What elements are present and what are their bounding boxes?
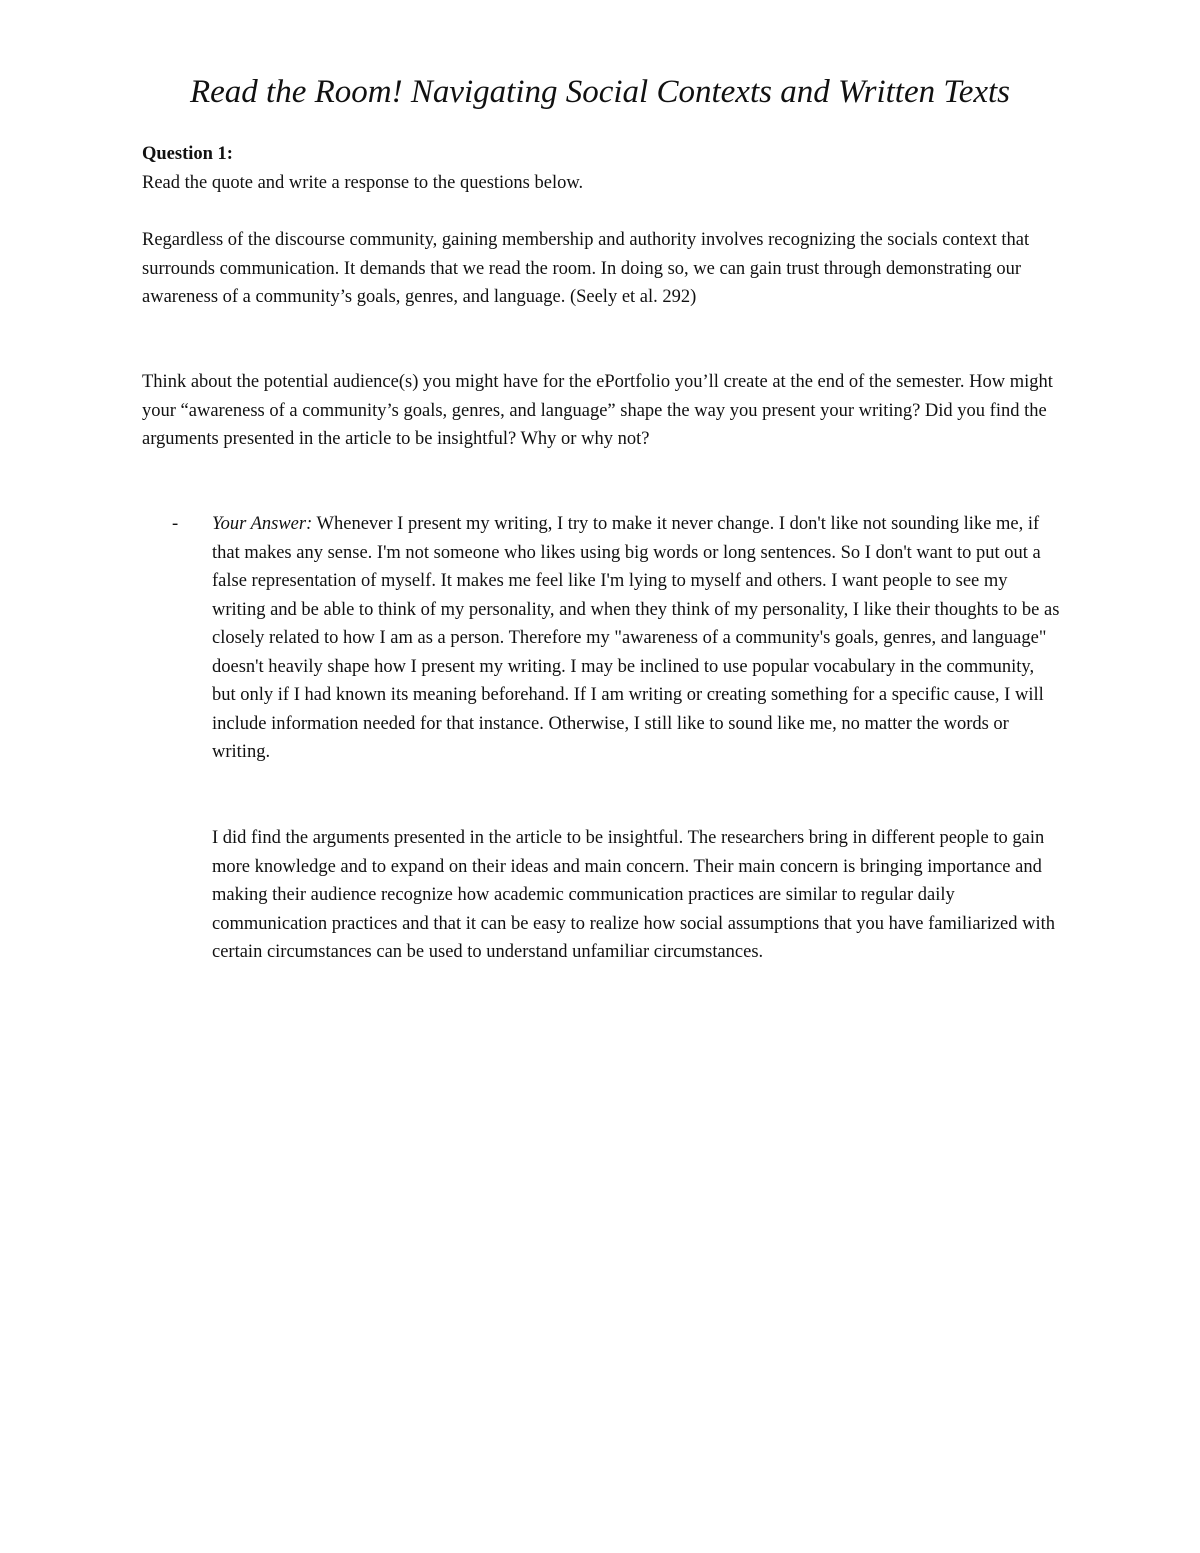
quote-paragraph: Regardless of the discourse community, gaining membership and authority involves recognizing the socials context that surrounds communication. It demands that we read the room. In doing so, we can gain trust through demonstrating our awareness of a community’s goals, genres, and language. (Seely et al. 292) xyxy=(142,230,1030,307)
answer-label: Your Answer: xyxy=(212,514,313,534)
question-heading: Question 1: xyxy=(142,144,233,164)
answer-paragraph-2: I did find the arguments presented in the article to be insightful. The researchers bring in different people to gain more knowledge and to expand on their ideas and main concern. Their main concern is bringing importance and making their audience recognize how academic communication practices are similar to regular daily communication practices and that it can be easy to realize how social assumptions that you have familiarized with certain circumstances can be used to understand unfamiliar circumstances. xyxy=(212,828,1056,962)
instruction-text: Read the quote and write a response to the questions below. xyxy=(142,173,584,193)
answer-paragraph-1 xyxy=(212,510,1062,767)
answer-paragraph-1-text: Whenever I present my writing, I try to make it never change. I don't like not sounding like me, if that makes any sense. I'm not someone who likes using big words or long sentences. So I don't want to put out a false representation of myself. It makes me feel like I'm lying to myself and others. I want people to see my writing and be able to think of my personality, and when they think of my personality, I like their thoughts to be as closely related to how I am as a person. Therefore my "awareness of a community's goals, genres, and language" doesn't heavily shape how I present my writing. I may be inclined to use popular vocabulary in the community, but only if I had known its meaning beforehand. If I am writing or creating something for a specific cause, I will include information needed for that instance. Otherwise, I still like to sound like me, no matter the words or writing. xyxy=(212,514,1060,762)
prompt-paragraph: Think about the potential audience(s) you might have for the ePortfolio you’ll create at the end of the semester. How might your “awareness of a community’s goals, genres, and language” shape the way you present your writing? Did you find the arguments presented in the article to be insightful? Why or why not? xyxy=(142,372,1053,449)
bullet-dash: - xyxy=(172,514,179,534)
document-title: Read the Room! Navigating Social Contexts and Written Texts xyxy=(189,74,1011,110)
